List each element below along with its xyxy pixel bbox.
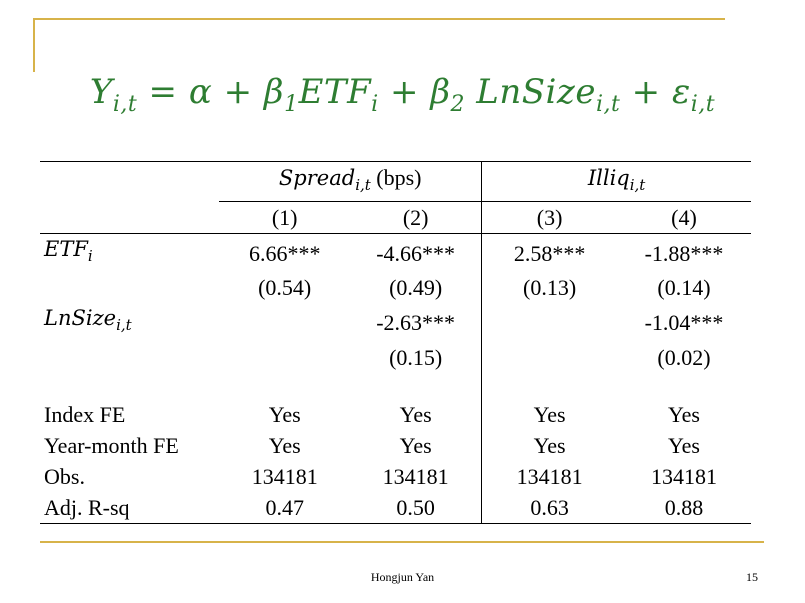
table-row [40, 342, 751, 373]
page-number: 15 [746, 570, 758, 584]
footer-author: Hongjun Yan [370, 570, 435, 584]
table-cell: (0.02) [657, 344, 711, 370]
table-cell: -2.63*** [376, 309, 456, 335]
table-row [40, 272, 751, 303]
illiq-group-header: Illiq$_{i,t}$ [482, 162, 751, 202]
column-header: (1) [219, 202, 350, 234]
table-cell: Yes [268, 401, 301, 427]
table-cell: 0.50 [350, 492, 482, 524]
table-cell: -4.66*** [376, 240, 456, 266]
bottom-decorative-rule [40, 541, 764, 543]
top-decorative-rule [33, 18, 725, 20]
table-cell: (0.14) [657, 275, 711, 301]
row-label: Year-month FE [44, 432, 179, 458]
table-cell: Yes [482, 399, 617, 430]
group-header-row [40, 162, 751, 202]
column-header: (3) [482, 202, 617, 234]
table-row [40, 399, 751, 430]
table-cell: Yes [667, 401, 700, 427]
table-cell: (0.15) [389, 344, 443, 370]
table-row [40, 492, 751, 524]
spacer-row [40, 373, 751, 399]
table-cell [482, 342, 617, 373]
table-row [40, 461, 751, 492]
table-cell: Yes [482, 430, 617, 461]
column-header: (2) [350, 202, 482, 234]
row-label: Index FE [44, 401, 126, 427]
row-label: LnSize$_{i,t}$ [44, 306, 132, 335]
regression-equation: $Y_{i,t} = \alpha + \beta_1ETF_i + \beta_2$ LnSize$_{i,t}$ + $\varepsilon_{i,t}$ [89, 72, 716, 117]
table-cell: 0.88 [617, 492, 751, 524]
table-cell [482, 303, 617, 341]
table-cell: 134181 [651, 463, 717, 489]
table-cell [219, 342, 350, 373]
row-label: Adj. R-sq [40, 492, 219, 524]
table-cell: (0.54) [258, 275, 312, 301]
table-cell: 0.47 [219, 492, 350, 524]
regression-table [40, 161, 751, 524]
table-cell [219, 303, 350, 341]
table-row [40, 430, 751, 461]
left-decorative-rule [33, 18, 35, 72]
table-row [40, 234, 751, 273]
table-cell: 0.63 [482, 492, 617, 524]
table-cell: 134181 [382, 463, 449, 489]
table-cell: -1.88*** [644, 240, 724, 266]
row-label: Obs. [44, 463, 85, 489]
table-cell: 6.66*** [248, 240, 321, 266]
table-cell: Yes [667, 432, 700, 458]
row-label: $ETF_i$ [44, 237, 93, 266]
table-cell: 134181 [482, 461, 617, 492]
table-cell: (0.49) [389, 275, 443, 301]
table-cell: (0.13) [482, 272, 617, 303]
table-cell: 134181 [251, 463, 318, 489]
table-row [40, 303, 751, 341]
table-cell: Yes [268, 432, 301, 458]
column-number-row [40, 202, 751, 234]
table-cell: -1.04*** [644, 309, 724, 335]
spread-group-header: Spread$_{i,t}$ (bps) [219, 162, 481, 202]
table-cell: Yes [399, 401, 432, 427]
column-header: (4) [617, 202, 751, 234]
table-cell: Yes [399, 432, 432, 458]
table-cell: 2.58*** [482, 234, 617, 273]
